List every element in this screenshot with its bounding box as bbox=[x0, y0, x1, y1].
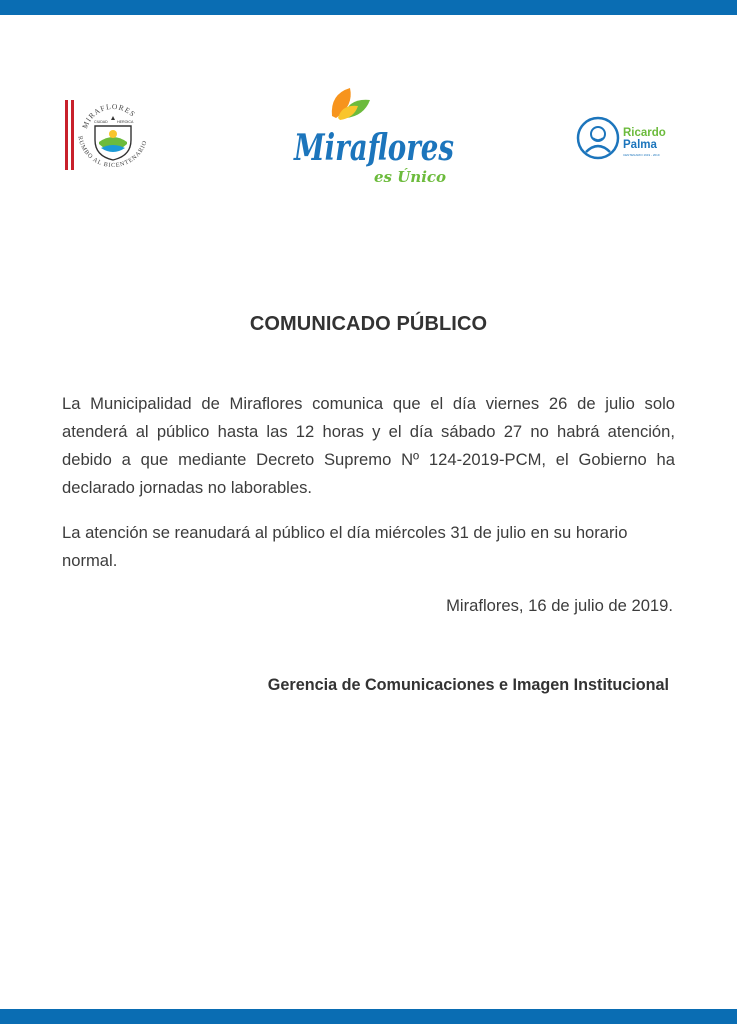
crest-arc-bottom-text: RUMBO AL BICENTENARIO bbox=[76, 135, 149, 170]
crest-arc-top-text: MIRAFLORES bbox=[80, 101, 138, 130]
body-paragraph-1: La Municipalidad de Miraflores comunica que el día viernes 26 de julio solo atenderá al público hasta las 12 horas y el día sábado 27 no habrá atención, debido a que mediante Decreto Supremo Nº 124-2019-PCM, el Gobierno ha declarado jornadas no laborables. bbox=[62, 394, 675, 497]
top-border-bar bbox=[0, 0, 737, 15]
crest-label-left: CIUDAD bbox=[94, 120, 108, 124]
page-title: COMUNICADO PÚBLICO bbox=[249, 313, 488, 335]
date-line: Miraflores, 16 de julio de 2019. bbox=[446, 596, 673, 615]
center-logo-tagline: es Único bbox=[374, 168, 447, 186]
body-paragraph-2: La atención se reanudará al público el día miércoles 31 de julio en su horario normal. bbox=[62, 523, 628, 570]
bottom-border-bar bbox=[0, 1009, 737, 1024]
signature: Gerencia de Comunicaciones e Imagen Institucional bbox=[267, 676, 669, 694]
miraflores-bicentenario-crest-logo bbox=[62, 96, 152, 174]
ricardo-palma-centenario-logo bbox=[576, 112, 672, 164]
crest-label-right: HEROICA bbox=[117, 120, 134, 124]
ricardo-name-line1: Ricardo bbox=[623, 127, 666, 139]
miraflores-es-unico-logo bbox=[288, 82, 460, 190]
ricardo-name-line2: Palma bbox=[623, 139, 657, 151]
ricardo-caption: CENTENARIO 1919 - 2019 bbox=[623, 153, 660, 157]
center-logo-wordmark: Miraflores bbox=[292, 127, 454, 169]
